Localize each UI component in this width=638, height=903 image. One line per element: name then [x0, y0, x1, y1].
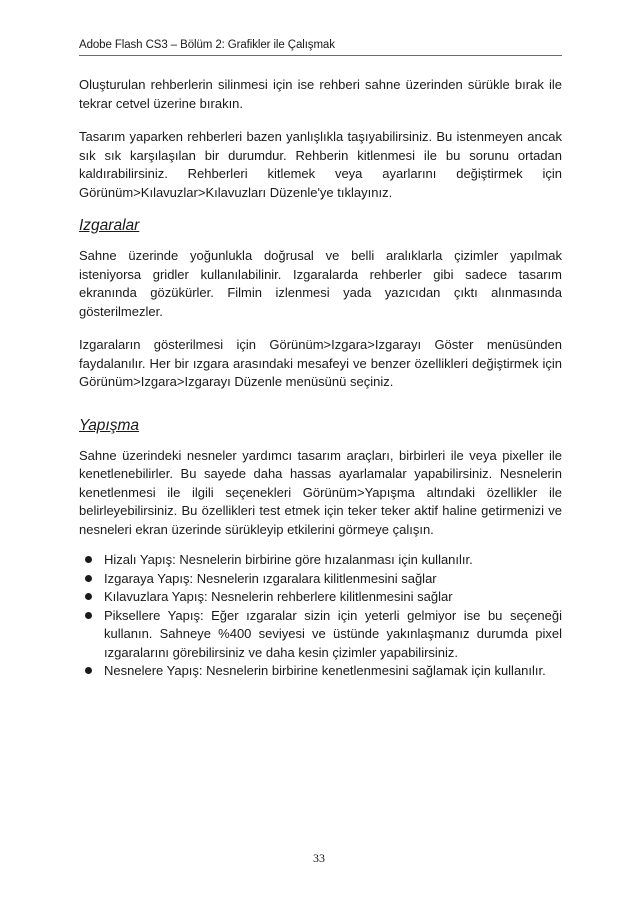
list-item-text: Nesnelere Yapış: Nesnelerin birbirine kenetlenmesini sağlamak için kullanılır. — [104, 663, 546, 678]
list-item-text: Piksellere Yapış: Eğer ızgaralar sizin için yeterli gelmiyor ise bu seçeneği kullanın. Sahneye %400 seviyesi ve üstünde yakınlaşmanız durumda pixel ızgaralarını görebilirsiniz ve daha kesin çizimler yapabilirsiniz. — [104, 607, 562, 660]
list-item-text: Kılavuzlara Yapış: Nesnelerin rehberlere kilitlenmesini sağlar — [104, 589, 453, 604]
page-body — [79, 76, 562, 681]
list-item-text: Hizalı Yapış: Nesnelerin birbirine göre hızalanması için kullanılır. — [104, 552, 473, 567]
list-item — [79, 551, 562, 570]
list-item — [79, 607, 562, 663]
paragraph-grids-intro: Sahne üzerinde yoğunlukla doğrusal ve belli aralıklarla çizimler yapılmak isteniyorsa gridler kullanılabilinir. Izgaralarda rehberler gibi sadece tasarım ekranında gözükürler. Filmin izlenmesi yada yazıcıdan çıktı alınmasında gösterilmezler. — [79, 248, 562, 319]
list-item — [79, 588, 562, 607]
list-item — [79, 662, 562, 681]
section-heading-grids: Izgaralar — [79, 217, 140, 234]
paragraph-grids-menu: Izgaraların gösterilmesi için Görünüm>Izgara>Izgarayı Göster menüsünden faydalanılır. Her bir ızgara arasındaki mesafeyi ve benzer özellikleri değiştirmek için Görünüm>Izgara>Izgarayı Düzenle menüsünü seçiniz. — [79, 337, 562, 389]
section-heading-snapping: Yapışma — [79, 416, 140, 434]
paragraph-guide-locking: Tasarım yaparken rehberleri bazen yanlışlıkla taşıyabilirsiniz. Bu istenmeyen ancak sık sık karşılaşılan bir durumdur. Rehberin kitlenmesi ile bu sorunu ortadan kaldırabilirsiniz. Rehberleri kitlemek veya ayarlarını değiştirmek için Görünüm>Kılavuzlar>Kılavuzları Düzenle'ye tıklayınız. — [79, 129, 562, 200]
running-header: Adobe Flash CS3 – Bölüm 2: Grafikler ile Çalışmak — [79, 39, 335, 51]
bullet-icon — [85, 612, 92, 619]
bullet-icon — [85, 593, 92, 600]
bullet-icon — [85, 556, 92, 563]
paragraph-snapping-intro: Sahne üzerindeki nesneler yardımcı tasarım araçları, birbirleri ile veya pixeller ile kenetlenebilirler. Bu sayede daha hassas ayarlamalar yapabilirsiniz. Nesnelerin kenetlenmesi ile ilgili seçenekleri Görünüm>Yapışma altındaki özellikler ile belirleyebilirsiniz. Bu özellikleri test etmek için teker teker aktif haline getirmenizi ve nesneleri ekran üzerinde sürükleyip etkilerini görmeye çalışın. — [79, 447, 562, 537]
header-divider — [79, 55, 562, 56]
snapping-options-list — [79, 551, 562, 681]
bullet-icon — [85, 667, 92, 674]
bullet-icon — [85, 575, 92, 582]
list-item-text: Izgaraya Yapış: Nesnelerin ızgaralara kilitlenmesini sağlar — [104, 570, 437, 586]
paragraph-guide-removal: Oluşturulan rehberlerin silinmesi için ise rehberi sahne üzerinden sürükle bırak ile tekrar cetvel üzerine bırakın. — [79, 77, 562, 111]
list-item — [79, 570, 562, 589]
page-number: 33 — [313, 851, 325, 865]
